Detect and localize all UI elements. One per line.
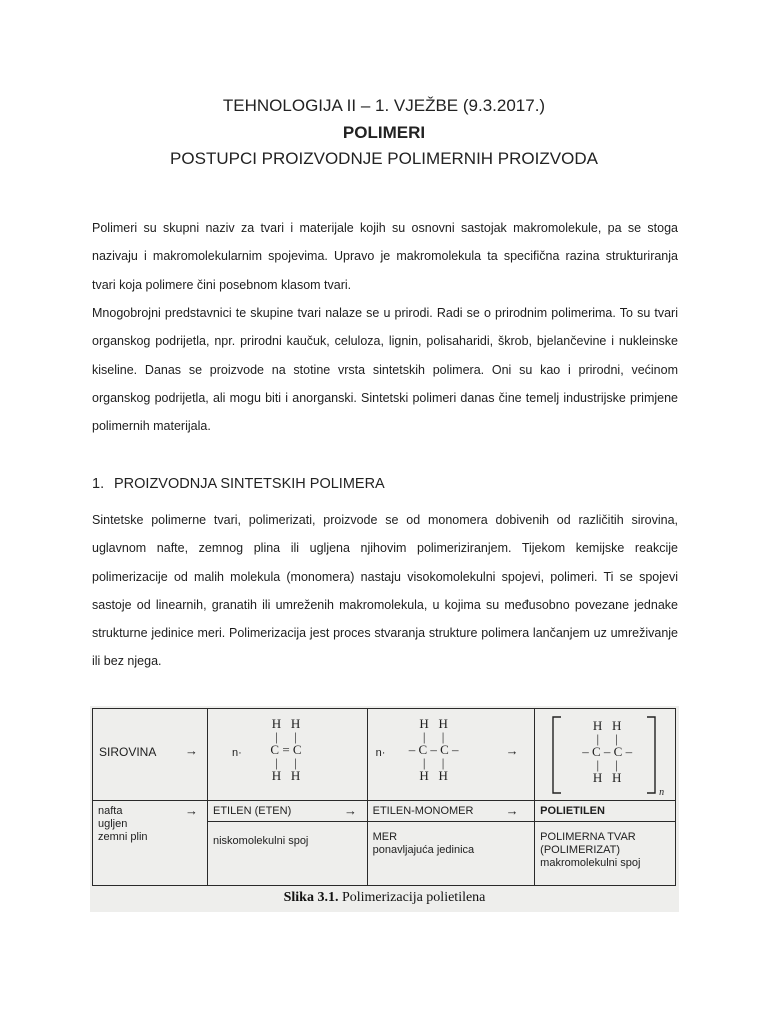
arrow-icon: →: [344, 803, 357, 818]
mer-structure: H H | | – C – C – | | H H: [408, 716, 459, 783]
etilen-description: niskomolekulni spoj: [213, 835, 309, 847]
raw-material-item: ugljen: [98, 818, 128, 830]
section-paragraph: Sintetske polimerne tvari, polimerizati, proizvode se od monomera dobivenih od različitih sirovina, uglavnom nafte, zemnog plina ili ugljena njihovim polimeriziranjem. Tijekom kemijske reakcije polimerizacije od malih molekula (monomera) nastaju visokomolekulni spojevi, polimeri. Ti se spojevi sastoje od linearnih, granatih ili umreženih makromolekula, u kojima su međusobno povezane jednake strukturne jedinice meri. Polimerizacija jest proces stvaranja strukture polimera lančanjem uz umreživanje ili bez njega.: [92, 513, 678, 669]
raw-material-item: zemni plin: [98, 831, 148, 843]
cell-mer-structure: [367, 709, 535, 801]
polymer-substance-label: POLIMERNA TVAR: [540, 831, 636, 843]
raw-material-item: nafta: [98, 805, 123, 817]
intro-paragraph-2: Mnogobrojni predstavnici te skupine tvari nalaze se u prirodi. Radi se o prirodnim polimerima. To su tvari organskog podrijetla, npr. prirodni kaučuk, celuloza, lignin, polisaharidi, škrob, bjelančevine i nukleinske kiseline. Danas se proizvode na stotine vrsta sintetskih polimera. Oni su kao i prirodni, većinom organskog podrijetla, ali mogu biti i anorganski. Sintetski polimeri danas čine temelj industrijske primjene polimernih materijala.: [92, 306, 678, 434]
arrow-icon: →: [185, 743, 198, 758]
section-heading: [92, 476, 385, 492]
caption-label: Slika 3.1.: [283, 890, 339, 905]
intro-paragraph-1: Polimeri su skupni naziv za tvari i materijale kojih su osnovni sastojak makromolekule, pa se stoga nazivaju i makromolekularnim spojevima. Upravo je makromolekula ta specifična razina strukturiranja tvari koja polimere čini posebnom klasom tvari.: [92, 221, 678, 292]
polyethylene-label: POLIETILEN: [540, 805, 605, 817]
document-subtitle: POSTUPCI PROIZVODNJE POLIMERNIH PROIZVODA: [170, 149, 598, 168]
polymerization-table: [92, 708, 676, 886]
mer-label: MER: [372, 831, 398, 843]
etilen-label: ETILEN (ETEN): [213, 805, 292, 817]
cell-etilen-structure: [208, 709, 368, 801]
arrow-icon: →: [505, 803, 519, 818]
cell-polyethylene: [535, 801, 676, 886]
polymerizat-label: (POLIMERIZAT): [540, 844, 621, 856]
n-prefix: n·: [232, 747, 242, 759]
section-title: PROIZVODNJA SINTETSKIH POLIMERA: [114, 476, 385, 492]
cell-raw-materials: [93, 801, 208, 886]
subscript-n: n: [659, 787, 665, 798]
arrow-icon: →: [185, 803, 198, 818]
sirovina-label: SIROVINA: [99, 745, 157, 759]
etilen-structure: H H | | C = C | | H H: [270, 716, 302, 783]
figure-caption: [90, 890, 679, 906]
caption-text: Polimerizacija polietilena: [341, 890, 486, 905]
cell-monomer: [367, 801, 535, 886]
document-course-title: TEHNOLOGIJA II – 1. VJEŽBE (9.3.2017.): [222, 96, 546, 115]
polymerization-figure: [90, 706, 679, 912]
arrow-icon: →: [505, 743, 519, 758]
cell-sirovina: [93, 709, 208, 801]
section-number: 1.: [92, 476, 105, 492]
monomer-label: ETILEN-MONOMER: [372, 805, 474, 817]
cell-polymer-structure: [535, 709, 676, 801]
mer-description: ponavljajuća jedinica: [372, 844, 475, 856]
cell-etilen: [208, 801, 368, 886]
document-main-title: POLIMERI: [342, 123, 426, 142]
polyethylene-structure: H H | | – C – C – | | H H: [582, 718, 633, 785]
macromolecular-label: makromolekulni spoj: [540, 857, 641, 869]
n-prefix: n·: [375, 747, 386, 759]
